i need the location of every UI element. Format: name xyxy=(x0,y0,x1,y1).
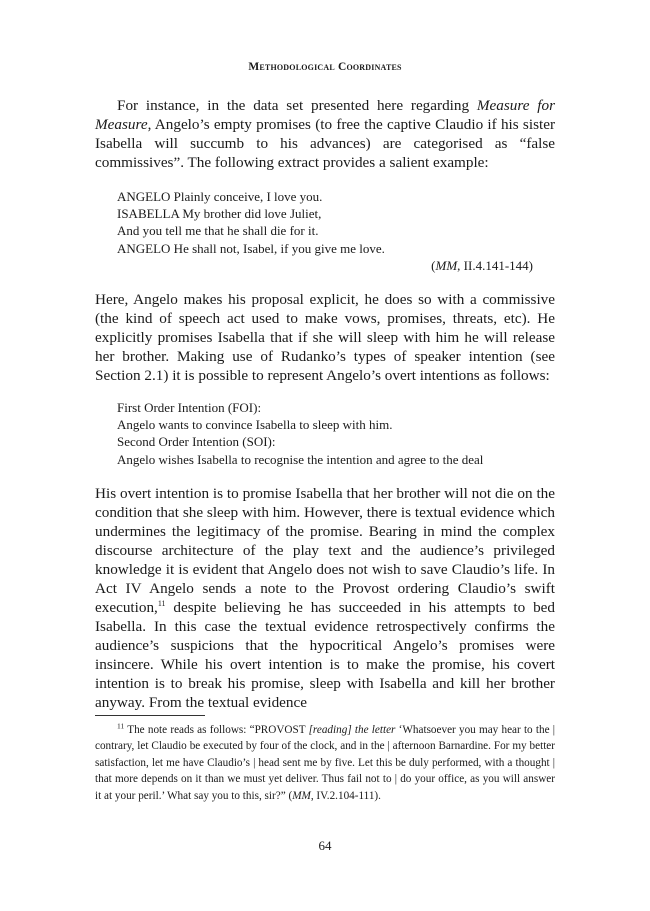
play-extract xyxy=(117,188,533,274)
paragraph-2: Here, Angelo makes his proposal explicit, he does so with a commissive (the kind of speech act used to make vows, promises, threats, etc). He explicitly promises Isabella that if she will sleep with him he will release her brother. Making use of Rudanko’s types of speaker intention (see Section 2.1) it is possible to represent Angelo’s overt intentions as follows: xyxy=(95,291,555,384)
footnote-stage-direction: [reading] the letter xyxy=(308,724,396,736)
paragraph-3 xyxy=(95,484,555,712)
footnote-abbr: MM xyxy=(292,789,311,802)
running-head: Methodological Coordinates xyxy=(248,61,402,73)
footnote xyxy=(95,722,555,804)
paragraph-1-text-cont: , Angelo’s empty promises (to free the captive Claudio if his sister Isabella will succumb to his advances) are categorised as “false commissives”. The following extract provides a salient example: xyxy=(95,116,555,171)
extract-line: ANGELO Plainly conceive, I love you. xyxy=(117,189,323,204)
intention-line: Second Order Intention (SOI): xyxy=(117,434,276,450)
paragraph-1 xyxy=(95,96,555,172)
citation-ref: , II.4.141-144) xyxy=(457,257,533,273)
paragraph-3-text-cont: despite believing he has succeeded in his attempts to bed Isabella. In this case the textual evidence retrospectively confirms the audience’s suspicions that the hypocritical Angelo’s promises were insincere. While his overt intention is to make the promise, his covert intention is to break his promise, sleep with Isabella and kill her brother anyway. From the textual evidence xyxy=(95,599,555,711)
footnote-reference[interactable]: 11 xyxy=(157,598,166,608)
footnote-divider xyxy=(95,715,205,716)
intention-line: First Order Intention (FOI): xyxy=(117,400,262,415)
extract-line: And you tell me that he shall die for it. xyxy=(117,223,319,239)
intention-line: Angelo wants to convince Isabella to sleep with him. xyxy=(117,417,393,433)
extract-line: ANGELO He shall not, Isabel, if you give me love. xyxy=(117,240,385,256)
page-number: 64 xyxy=(318,838,332,853)
footnote-number: 11 xyxy=(117,721,125,731)
footnote-text: The note reads as follows: “PROVOST xyxy=(124,724,309,736)
paragraph-3-text: His overt intention is to promise Isabella that her brother will not die on the condition that she sleep with him. However, there is textual evidence which undermines the legitimacy of the promise. Bearing in mind the complex discourse architecture of the play text and the audience’s privileged knowledge it is evident that Angelo does not wish to save Claudio’s life. In Act IV Angelo sends a note to the Provost ordering Claudio’s swift execution, xyxy=(95,485,555,616)
intention-line: Angelo wishes Isabella to recognise the intention and agree to the deal xyxy=(117,451,484,467)
play-title: Measure for Measure xyxy=(95,97,555,133)
intentions-list xyxy=(117,399,537,468)
citation-abbr: MM xyxy=(435,257,458,273)
footnote-end: , IV.2.104-111). xyxy=(310,789,381,802)
extract-citation: (MM, II.4.141-144) xyxy=(431,257,533,273)
extract-line: ISABELLA My brother did love Juliet, xyxy=(117,206,322,222)
paragraph-1-text: For instance, in the data set presented here regarding xyxy=(117,97,477,114)
footnote-text-cont: ‘Whatsoever you may hear to the | contrary, let Claudio be executed by four of the clock, and in the | afternoon Barnardine. For my better satisfaction, let me have Claudio’s | head sent me by five. Let this be duly performed, with a thought | that more depends on it than we must yet deliver. Thus fail not to | do your office, as you will answer it at your peril.’ What say you to this, sir?” ( xyxy=(95,724,556,802)
